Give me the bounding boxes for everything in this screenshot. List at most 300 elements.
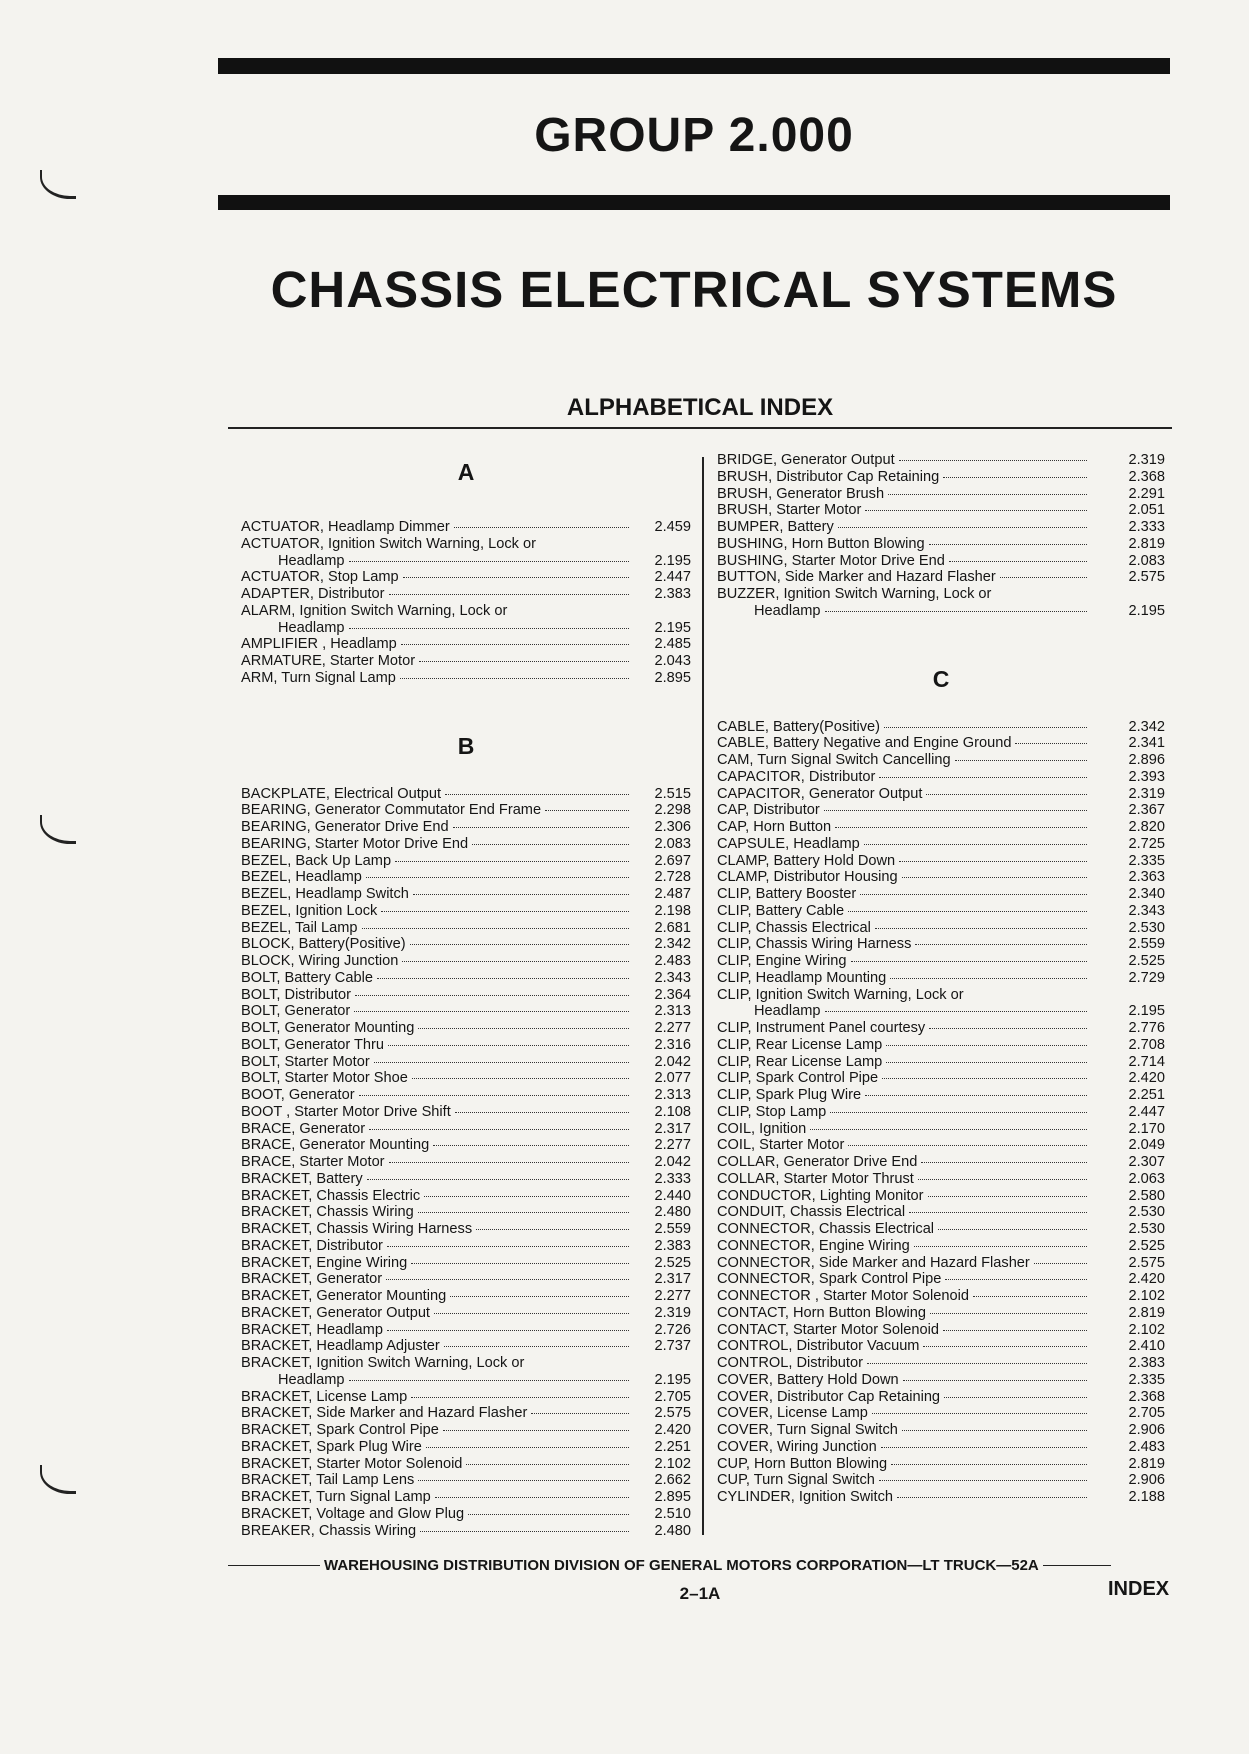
entry-page-number: 2.515 bbox=[654, 785, 691, 802]
binder-hole-mark bbox=[40, 1465, 76, 1494]
dot-leader bbox=[872, 1413, 1087, 1414]
entry-page-number: 2.729 bbox=[1128, 969, 1165, 986]
dot-leader bbox=[944, 1397, 1087, 1398]
entry-text: ALARM, Ignition Switch Warning, Lock or bbox=[241, 602, 508, 619]
entry-text: CAPACITOR, Distributor bbox=[717, 768, 876, 785]
entry-page-number: 2.195 bbox=[1128, 1003, 1165, 1020]
index-entry bbox=[717, 853, 1165, 870]
entry-text: CLIP, Ignition Switch Warning, Lock or bbox=[717, 986, 964, 1003]
index-entry bbox=[241, 1104, 691, 1121]
index-entry bbox=[241, 920, 691, 937]
entry-page-number: 2.383 bbox=[654, 1237, 691, 1254]
index-entry bbox=[241, 1154, 691, 1171]
entry-page-number: 2.705 bbox=[654, 1388, 691, 1405]
index-entry bbox=[241, 536, 691, 570]
entry-page-number: 2.393 bbox=[1128, 768, 1165, 785]
index-entry bbox=[717, 1322, 1165, 1339]
entry-page-number: 2.559 bbox=[654, 1221, 691, 1237]
section-label: INDEX bbox=[1108, 1578, 1170, 1600]
entry-page-number: 2.317 bbox=[654, 1120, 691, 1137]
entry-text: ACTUATOR, Headlamp Dimmer bbox=[241, 519, 450, 535]
entry-page-number: 2.510 bbox=[654, 1505, 691, 1522]
index-entry bbox=[717, 1221, 1165, 1238]
index-entry bbox=[717, 1204, 1165, 1221]
index-entry bbox=[717, 1271, 1165, 1288]
header-rule-top bbox=[218, 58, 1170, 74]
entry-text: BEARING, Generator Commutator End Frame bbox=[241, 802, 542, 819]
index-entry bbox=[241, 1003, 691, 1020]
entry-page-number: 2.705 bbox=[1128, 1405, 1165, 1422]
index-entry bbox=[241, 1506, 691, 1523]
entry-text: BEZEL, Ignition Lock bbox=[241, 902, 378, 919]
entry-page-number: 2.316 bbox=[654, 1036, 691, 1053]
binder-hole-mark bbox=[40, 815, 76, 844]
entry-page-number: 2.714 bbox=[1128, 1053, 1165, 1070]
dot-leader bbox=[879, 1480, 1087, 1481]
entry-page-number: 2.043 bbox=[654, 653, 691, 669]
index-entry bbox=[717, 1037, 1165, 1054]
entry-list-a bbox=[241, 519, 691, 687]
page-number: 2–1A bbox=[679, 1584, 721, 1603]
entry-page-number: 2.042 bbox=[654, 1053, 691, 1070]
dot-leader bbox=[455, 1112, 629, 1113]
index-entry bbox=[717, 553, 1165, 570]
index-entry bbox=[241, 1054, 691, 1071]
entry-text: CAP, Distributor bbox=[717, 802, 820, 819]
entry-text: CAM, Turn Signal Switch Cancelling bbox=[717, 752, 951, 768]
dot-leader bbox=[915, 944, 1087, 945]
dot-leader bbox=[930, 1313, 1087, 1314]
entry-page-number: 2.530 bbox=[1128, 1221, 1165, 1237]
entry-text: BRACKET, Engine Wiring bbox=[241, 1254, 408, 1271]
document-title: CHASSIS ELECTRICAL SYSTEMS bbox=[270, 261, 1118, 318]
entry-text: COIL, Starter Motor bbox=[717, 1137, 845, 1154]
index-entry bbox=[241, 1456, 691, 1473]
index-entry bbox=[717, 1255, 1165, 1272]
entry-text: ARMATURE, Starter Motor bbox=[241, 653, 416, 669]
index-entry bbox=[241, 636, 691, 653]
entry-page-number: 2.083 bbox=[654, 835, 691, 852]
index-entry bbox=[241, 586, 691, 603]
dot-leader bbox=[419, 661, 629, 662]
dot-leader bbox=[450, 1296, 629, 1297]
index-entry bbox=[717, 519, 1165, 536]
entry-text: BREAKER, Chassis Wiring bbox=[241, 1522, 417, 1539]
entry-text: CUP, Horn Button Blowing bbox=[717, 1455, 888, 1472]
entry-page-number: 2.319 bbox=[1128, 452, 1165, 468]
entry-page-number: 2.291 bbox=[1128, 485, 1165, 502]
entry-page-number: 2.335 bbox=[1128, 1371, 1165, 1388]
entry-text: AMPLIFIER , Headlamp bbox=[241, 636, 397, 653]
dot-leader bbox=[395, 861, 629, 862]
entry-page-number: 2.333 bbox=[1128, 519, 1165, 535]
index-entry bbox=[241, 1523, 691, 1540]
entry-text: CAP, Horn Button bbox=[717, 819, 832, 835]
dot-leader bbox=[374, 1062, 629, 1063]
dot-leader bbox=[444, 1346, 629, 1347]
entry-page-number: 2.525 bbox=[654, 1254, 691, 1271]
entry-text: BRACKET, Chassis Electric bbox=[241, 1187, 421, 1204]
entry-text: BRACKET, License Lamp bbox=[241, 1388, 408, 1405]
entry-text-continued: Headlamp bbox=[754, 602, 821, 619]
dot-leader bbox=[824, 810, 1087, 811]
entry-text: BRACKET, Spark Control Pipe bbox=[241, 1422, 439, 1438]
entry-text: BUMPER, Battery bbox=[717, 519, 834, 535]
entry-page-number: 2.368 bbox=[1128, 1388, 1165, 1405]
entry-text: BUSHING, Starter Motor Drive End bbox=[717, 552, 945, 569]
entry-page-number: 2.251 bbox=[654, 1438, 691, 1455]
entry-page-number: 2.895 bbox=[654, 1489, 691, 1505]
dot-leader bbox=[914, 1246, 1087, 1247]
entry-page-number: 2.776 bbox=[1128, 1020, 1165, 1036]
entry-text: BOLT, Distributor bbox=[241, 986, 352, 1003]
index-entry bbox=[241, 1221, 691, 1238]
index-entry bbox=[241, 1338, 691, 1355]
entry-text: COVER, Distributor Cap Retaining bbox=[717, 1388, 941, 1405]
entry-text: BEARING, Starter Motor Drive End bbox=[241, 835, 469, 852]
entry-text: ACTUATOR, Ignition Switch Warning, Lock or bbox=[241, 535, 536, 552]
entry-page-number: 2.896 bbox=[1128, 752, 1165, 768]
entry-page-number: 2.447 bbox=[1128, 1103, 1165, 1120]
dot-leader bbox=[825, 611, 1087, 612]
entry-page-number: 2.077 bbox=[654, 1070, 691, 1087]
entry-text: CLIP, Spark Control Pipe bbox=[717, 1070, 879, 1087]
entry-text: BOLT, Starter Motor Shoe bbox=[241, 1070, 408, 1087]
entry-text: CONNECTOR, Side Marker and Hazard Flasher bbox=[717, 1254, 1030, 1271]
index-entry bbox=[241, 519, 691, 536]
entry-text: BRACKET, Generator Output bbox=[241, 1304, 430, 1321]
entry-text: CONTROL, Distributor bbox=[717, 1355, 863, 1371]
dot-leader bbox=[890, 978, 1087, 979]
index-entry bbox=[241, 1137, 691, 1154]
dot-leader bbox=[909, 1212, 1087, 1213]
footer-text: WAREHOUSING DISTRIBUTION DIVISION OF GENERAL MOTORS CORPORATION—LT TRUCK—52A bbox=[324, 1557, 1039, 1574]
index-entry bbox=[717, 1171, 1165, 1188]
entry-text: CLIP, Instrument Panel courtesy bbox=[717, 1020, 926, 1036]
entry-page-number: 2.819 bbox=[1128, 1304, 1165, 1321]
dot-leader bbox=[433, 1145, 629, 1146]
dot-leader bbox=[418, 1212, 629, 1213]
entry-page-number: 2.662 bbox=[654, 1472, 691, 1489]
entry-text: CLIP, Stop Lamp bbox=[717, 1103, 827, 1120]
index-entry bbox=[241, 1389, 691, 1406]
dot-leader bbox=[888, 494, 1087, 495]
index-entry bbox=[717, 1305, 1165, 1322]
dot-leader bbox=[973, 1296, 1087, 1297]
index-entry bbox=[241, 1037, 691, 1054]
index-entry bbox=[241, 1255, 691, 1272]
entry-text: BLOCK, Battery(Positive) bbox=[241, 936, 406, 953]
entry-text: BRACKET, Generator bbox=[241, 1271, 383, 1288]
index-entry bbox=[241, 1422, 691, 1439]
index-entry bbox=[717, 953, 1165, 970]
index-entry bbox=[241, 1020, 691, 1037]
entry-page-number: 2.319 bbox=[654, 1304, 691, 1321]
index-entry bbox=[241, 1355, 691, 1389]
entry-page-number: 2.575 bbox=[654, 1405, 691, 1422]
index-entry bbox=[241, 1472, 691, 1489]
entry-text: BRACKET, Chassis Wiring Harness bbox=[241, 1221, 473, 1237]
entry-page-number: 2.383 bbox=[654, 586, 691, 602]
index-entry bbox=[241, 869, 691, 886]
dot-leader bbox=[381, 911, 629, 912]
index-entry bbox=[241, 936, 691, 953]
entry-page-number: 2.342 bbox=[1128, 718, 1165, 735]
entry-page-number: 2.410 bbox=[1128, 1338, 1165, 1355]
dot-leader bbox=[864, 844, 1087, 845]
dot-leader bbox=[387, 1330, 629, 1331]
dot-leader bbox=[531, 1413, 629, 1414]
dot-leader bbox=[453, 827, 629, 828]
entry-text: COVER, License Lamp bbox=[717, 1405, 868, 1422]
entry-text: CLIP, Battery Cable bbox=[717, 902, 845, 919]
index-entry bbox=[241, 886, 691, 903]
entry-page-number: 2.895 bbox=[654, 669, 691, 686]
entry-text: BRIDGE, Generator Output bbox=[717, 452, 895, 468]
entry-page-number: 2.367 bbox=[1128, 802, 1165, 819]
entry-text-continued: Headlamp bbox=[754, 1003, 821, 1020]
entry-text: BRUSH, Generator Brush bbox=[717, 485, 885, 502]
entry-page-number: 2.340 bbox=[1128, 886, 1165, 902]
dot-leader bbox=[926, 794, 1087, 795]
dot-leader bbox=[411, 1263, 629, 1264]
entry-page-number: 2.440 bbox=[654, 1187, 691, 1204]
index-entry bbox=[717, 1338, 1165, 1355]
entry-text: BRACKET, Tail Lamp Lens bbox=[241, 1472, 415, 1489]
index-entry bbox=[241, 1204, 691, 1221]
entry-text: CUP, Turn Signal Switch bbox=[717, 1472, 875, 1489]
entry-text: BOOT , Starter Motor Drive Shift bbox=[241, 1103, 451, 1120]
entry-page-number: 2.195 bbox=[1128, 602, 1165, 619]
entry-page-number: 2.102 bbox=[1128, 1288, 1165, 1304]
entry-page-number: 2.368 bbox=[1128, 468, 1165, 485]
index-entry bbox=[717, 569, 1165, 586]
entry-text: CONDUIT, Chassis Electrical bbox=[717, 1204, 906, 1221]
dot-leader bbox=[897, 1497, 1087, 1498]
dot-leader bbox=[362, 928, 629, 929]
dot-leader bbox=[886, 1045, 1087, 1046]
dot-leader bbox=[354, 1011, 629, 1012]
dot-leader bbox=[403, 577, 629, 578]
index-entry bbox=[241, 569, 691, 586]
dot-leader bbox=[875, 928, 1087, 929]
index-entry bbox=[241, 987, 691, 1004]
dot-leader bbox=[860, 894, 1087, 895]
entry-text: BRACKET, Voltage and Glow Plug bbox=[241, 1505, 465, 1522]
index-entry bbox=[717, 936, 1165, 953]
entry-page-number: 2.335 bbox=[1128, 852, 1165, 869]
dot-leader bbox=[472, 844, 629, 845]
entry-text-continued: Headlamp bbox=[278, 619, 345, 636]
dot-leader bbox=[929, 1028, 1087, 1029]
entry-page-number: 2.459 bbox=[654, 519, 691, 535]
entry-page-number: 2.726 bbox=[654, 1321, 691, 1338]
entry-text: BEZEL, Tail Lamp bbox=[241, 919, 358, 936]
entry-text: BOOT, Generator bbox=[241, 1087, 355, 1103]
index-entry bbox=[241, 1405, 691, 1422]
index-entry bbox=[717, 1439, 1165, 1456]
dot-leader bbox=[468, 1514, 629, 1515]
index-entry bbox=[717, 1154, 1165, 1171]
index-entry bbox=[717, 819, 1165, 836]
entry-text: CLAMP, Distributor Housing bbox=[717, 869, 898, 886]
dot-leader bbox=[402, 961, 629, 962]
dot-leader bbox=[938, 1229, 1087, 1230]
dot-leader bbox=[413, 894, 629, 895]
dot-leader bbox=[830, 1112, 1087, 1113]
section-letter-c: C bbox=[932, 665, 950, 692]
dot-leader bbox=[418, 1028, 629, 1029]
index-entry bbox=[241, 603, 691, 637]
dot-leader bbox=[418, 1480, 629, 1481]
entry-text: BUTTON, Side Marker and Hazard Flasher bbox=[717, 569, 996, 586]
index-entry bbox=[241, 836, 691, 853]
entry-page-number: 2.575 bbox=[1128, 1254, 1165, 1271]
entry-text: BEZEL, Headlamp bbox=[241, 869, 362, 886]
dot-leader bbox=[881, 1447, 1087, 1448]
dot-leader bbox=[865, 1095, 1087, 1096]
entry-page-number: 2.525 bbox=[1128, 953, 1165, 969]
dot-leader bbox=[918, 1179, 1087, 1180]
entry-page-number: 2.530 bbox=[1128, 1204, 1165, 1221]
entry-page-number: 2.420 bbox=[1128, 1271, 1165, 1288]
entry-page-number: 2.051 bbox=[1128, 502, 1165, 519]
index-entry bbox=[241, 1087, 691, 1104]
index-entry bbox=[717, 1389, 1165, 1406]
dot-leader bbox=[349, 628, 629, 629]
dot-leader bbox=[424, 1196, 629, 1197]
dot-leader bbox=[838, 527, 1087, 528]
index-entry bbox=[241, 670, 691, 687]
index-entry bbox=[717, 452, 1165, 469]
index-entry bbox=[717, 1288, 1165, 1305]
dot-leader bbox=[369, 1129, 629, 1130]
column-divider bbox=[702, 457, 704, 1535]
index-entry bbox=[241, 1271, 691, 1288]
entry-page-number: 2.341 bbox=[1128, 735, 1165, 752]
entry-page-number: 2.819 bbox=[1128, 535, 1165, 552]
index-entry bbox=[717, 1238, 1165, 1255]
entry-text: CABLE, Battery Negative and Engine Ground bbox=[717, 735, 1012, 752]
index-entry bbox=[717, 1137, 1165, 1154]
entry-text: COLLAR, Generator Drive End bbox=[717, 1154, 918, 1170]
entry-page-number: 2.307 bbox=[1128, 1154, 1165, 1170]
index-entry bbox=[241, 786, 691, 803]
dot-leader bbox=[349, 561, 629, 562]
index-entry bbox=[241, 1121, 691, 1138]
entry-text: BRACKET, Turn Signal Lamp bbox=[241, 1489, 431, 1505]
entry-text: CABLE, Battery(Positive) bbox=[717, 718, 881, 735]
dot-leader bbox=[387, 1246, 629, 1247]
index-entry bbox=[241, 1439, 691, 1456]
dot-leader bbox=[943, 477, 1087, 478]
index-entry bbox=[717, 1355, 1165, 1372]
index-heading: ALPHABETICAL INDEX bbox=[566, 394, 834, 421]
index-entry bbox=[241, 819, 691, 836]
entry-page-number: 2.108 bbox=[654, 1103, 691, 1120]
entry-page-number: 2.319 bbox=[1128, 785, 1165, 802]
dot-leader bbox=[366, 877, 629, 878]
entry-page-number: 2.277 bbox=[654, 1288, 691, 1304]
entry-page-number: 2.343 bbox=[1128, 902, 1165, 919]
entry-text: BRACE, Starter Motor bbox=[241, 1154, 385, 1170]
entry-page-number: 2.420 bbox=[654, 1422, 691, 1438]
index-entry bbox=[717, 1405, 1165, 1422]
entry-text: BRACKET, Spark Plug Wire bbox=[241, 1438, 422, 1455]
entry-page-number: 2.480 bbox=[654, 1522, 691, 1539]
entry-text: BRACKET, Ignition Switch Warning, Lock or bbox=[241, 1355, 525, 1371]
entry-text: COVER, Turn Signal Switch bbox=[717, 1422, 898, 1438]
dot-leader bbox=[411, 1397, 629, 1398]
entry-text: CONNECTOR , Starter Motor Solenoid bbox=[717, 1288, 969, 1304]
entry-page-number: 2.447 bbox=[654, 569, 691, 586]
entry-page-number: 2.277 bbox=[654, 1137, 691, 1154]
entry-page-number: 2.306 bbox=[654, 819, 691, 835]
index-entry bbox=[241, 1171, 691, 1188]
dot-leader bbox=[902, 877, 1087, 878]
dot-leader bbox=[355, 995, 629, 996]
entry-page-number: 2.697 bbox=[654, 852, 691, 869]
entry-text: BEZEL, Headlamp Switch bbox=[241, 886, 409, 902]
entry-page-number: 2.728 bbox=[654, 869, 691, 886]
entry-page-number: 2.102 bbox=[654, 1455, 691, 1472]
entry-text: CAPSULE, Headlamp bbox=[717, 835, 860, 852]
dot-leader bbox=[401, 644, 629, 645]
index-entry bbox=[241, 1305, 691, 1322]
index-rule bbox=[228, 427, 1172, 429]
dot-leader bbox=[389, 1162, 629, 1163]
dot-leader bbox=[884, 727, 1087, 728]
entry-page-number: 2.298 bbox=[654, 802, 691, 819]
dot-leader bbox=[420, 1531, 629, 1532]
entry-page-number: 2.195 bbox=[654, 1371, 691, 1388]
dot-leader bbox=[1015, 743, 1087, 744]
entry-text: COLLAR, Starter Motor Thrust bbox=[717, 1170, 914, 1187]
entry-text: CLIP, Engine Wiring bbox=[717, 953, 847, 969]
entry-text: CLIP, Battery Booster bbox=[717, 886, 857, 902]
index-entry bbox=[717, 1070, 1165, 1087]
dot-leader bbox=[454, 527, 629, 528]
entry-text: ARM, Turn Signal Lamp bbox=[241, 669, 396, 686]
entry-text: CONTROL, Distributor Vacuum bbox=[717, 1338, 920, 1355]
index-entry bbox=[717, 1104, 1165, 1121]
entry-text: CAPACITOR, Generator Output bbox=[717, 785, 923, 802]
dot-leader bbox=[886, 1062, 1087, 1063]
index-column-left bbox=[241, 452, 691, 1539]
index-entry bbox=[241, 802, 691, 819]
entry-page-number: 2.530 bbox=[1128, 919, 1165, 936]
dot-leader bbox=[929, 544, 1087, 545]
entry-page-number: 2.083 bbox=[1128, 552, 1165, 569]
entry-text: CLIP, Chassis Electrical bbox=[717, 919, 871, 936]
entry-text: BOLT, Generator Mounting bbox=[241, 1020, 415, 1036]
entry-text: BRACKET, Headlamp Adjuster bbox=[241, 1338, 440, 1355]
entry-text: CLAMP, Battery Hold Down bbox=[717, 852, 896, 869]
group-title: GROUP 2.000 bbox=[534, 109, 854, 162]
entry-text: CLIP, Chassis Wiring Harness bbox=[717, 936, 912, 953]
dot-leader bbox=[899, 460, 1087, 461]
dot-leader bbox=[386, 1279, 629, 1280]
entry-text: ACTUATOR, Stop Lamp bbox=[241, 569, 399, 586]
entry-text: BACKPLATE, Electrical Output bbox=[241, 785, 442, 802]
entry-page-number: 2.102 bbox=[1128, 1321, 1165, 1338]
entry-page-number: 2.480 bbox=[654, 1204, 691, 1221]
index-entry bbox=[241, 1188, 691, 1205]
dot-leader bbox=[865, 510, 1087, 511]
entry-text: CONTACT, Starter Motor Solenoid bbox=[717, 1321, 939, 1338]
dot-leader bbox=[835, 827, 1087, 828]
index-entry bbox=[717, 502, 1165, 519]
